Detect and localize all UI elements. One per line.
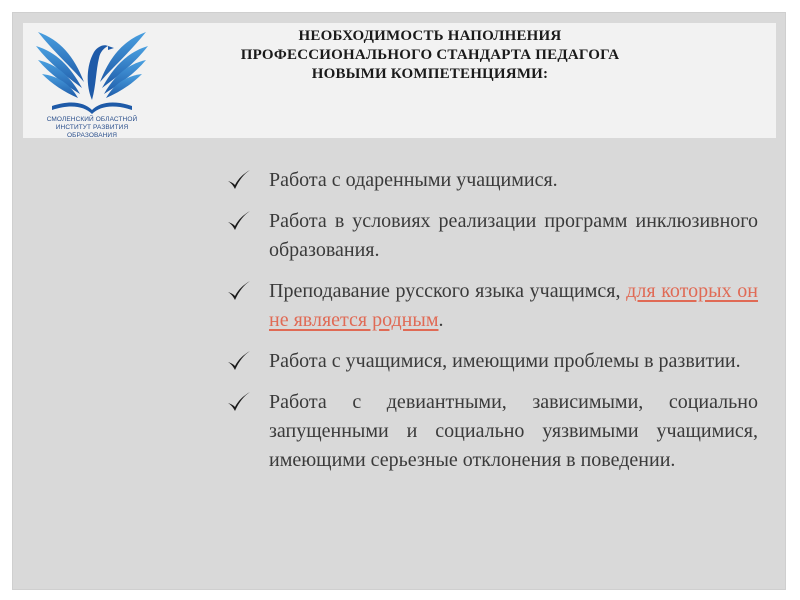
checkmark-icon xyxy=(224,388,252,416)
checkmark-icon xyxy=(224,166,252,194)
list-item-text: Работа в условиях реализации программ инклюзивного образования. xyxy=(269,210,758,261)
list-item xyxy=(222,388,758,475)
logo-caption-line-1: СМОЛЕНСКИЙ ОБЛАСТНОЙ xyxy=(46,116,138,123)
phoenix-book-icon xyxy=(30,26,154,116)
checkmark-icon xyxy=(224,207,252,235)
list-item-text-start: Преподавание русского языка учащимся, xyxy=(269,280,627,302)
list-item-text: Работа с девиантными, зависимыми, социально запущенными и социально уязвимыми учащимися, имеющими серьезные отклонения в поведении. xyxy=(269,391,758,471)
checkmark-icon xyxy=(224,347,252,375)
list-item-text-end: . xyxy=(438,309,444,331)
list-item xyxy=(222,277,758,335)
logo-caption-line-2: ИНСТИТУТ РАЗВИТИЯ ОБРАЗОВАНИЯ xyxy=(55,124,129,139)
list-item-text: Работа с одаренными учащимися. xyxy=(269,169,558,191)
list-item xyxy=(222,207,758,265)
competency-list xyxy=(222,166,758,487)
checkmark-icon xyxy=(224,277,252,305)
native-language-link[interactable]: для которых он не является родным xyxy=(269,280,758,331)
institute-logo xyxy=(30,26,154,139)
title-line: ПРОФЕССИОНАЛЬНОГО СТАНДАРТА ПЕДАГОГА xyxy=(240,47,620,63)
title-line: НЕОБХОДИМОСТЬ НАПОЛНЕНИЯ xyxy=(298,28,562,44)
title-line: НОВЫМИ КОМПЕТЕНЦИЯМИ: xyxy=(311,66,549,82)
page-title xyxy=(170,27,690,84)
list-item xyxy=(222,347,758,376)
list-item-text: Работа с учащимися, имеющими проблемы в развитии. xyxy=(269,350,741,372)
list-item xyxy=(222,166,758,195)
list-item-text xyxy=(269,277,758,335)
